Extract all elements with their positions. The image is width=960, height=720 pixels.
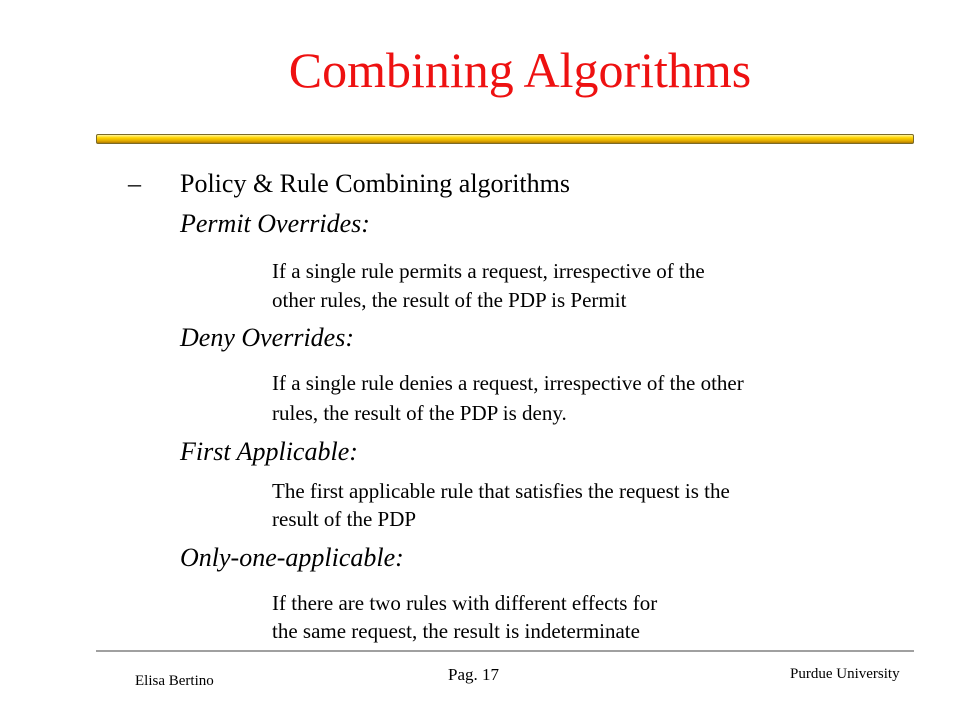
footer-divider bbox=[96, 650, 914, 652]
footer-institution: Purdue University bbox=[790, 666, 900, 682]
slide-title: Combining Algorithms bbox=[288, 42, 752, 98]
permit-overrides-desc-line-2: other rules, the result of the PDP is Permit bbox=[272, 288, 627, 312]
term-permit-overrides: Permit Overrides: bbox=[180, 209, 370, 238]
only-one-applicable-desc-line-1: If there are two rules with different effects for bbox=[272, 591, 658, 615]
first-applicable-desc-line-2: result of the PDP bbox=[272, 507, 417, 531]
first-applicable-desc-line-1: The first applicable rule that satisfies the request is the bbox=[272, 479, 730, 503]
deny-overrides-desc-line-2: rules, the result of the PDP is deny. bbox=[272, 401, 567, 425]
footer-page-number: Pag. 17 bbox=[448, 665, 499, 684]
permit-overrides-desc-line-1: If a single rule permits a request, irrespective of the bbox=[272, 259, 705, 283]
bullet-heading: Policy & Rule Combining algorithms bbox=[180, 169, 570, 198]
title-underline-bar bbox=[96, 134, 914, 144]
deny-overrides-desc-line-1: If a single rule denies a request, irrespective of the other bbox=[272, 371, 744, 395]
bullet-dash: – bbox=[128, 169, 141, 198]
only-one-applicable-desc-line-2: the same request, the result is indeterminate bbox=[272, 619, 640, 643]
term-deny-overrides: Deny Overrides: bbox=[180, 323, 354, 352]
footer-author: Elisa Bertino bbox=[135, 673, 214, 689]
term-only-one-applicable: Only-one-applicable: bbox=[180, 543, 404, 572]
term-first-applicable: First Applicable: bbox=[180, 437, 358, 466]
